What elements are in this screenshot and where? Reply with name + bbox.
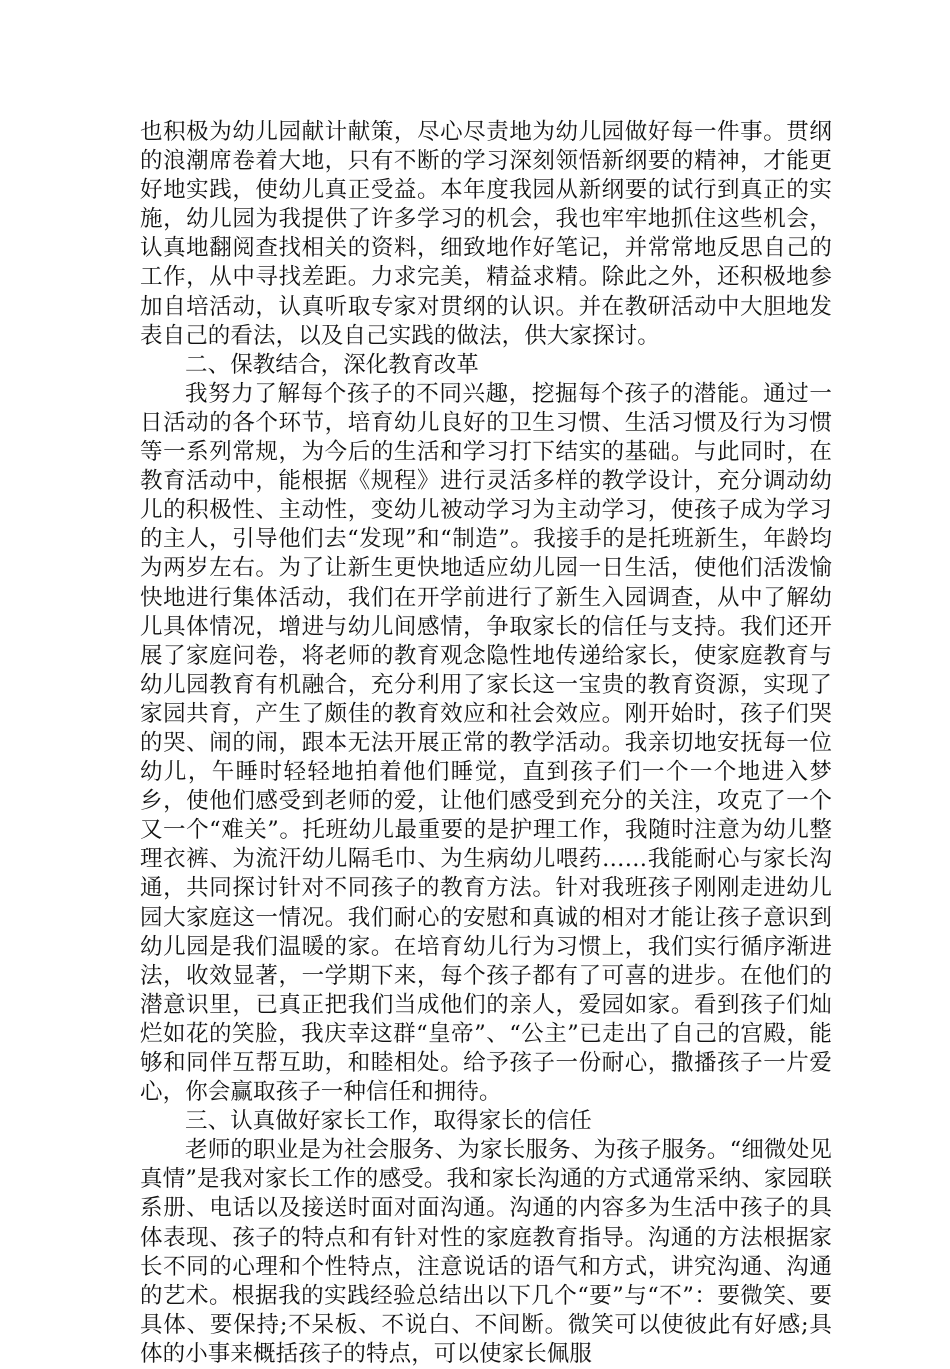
section-heading-2: 二、保教结合，深化教育改革 bbox=[185, 351, 479, 378]
document-body bbox=[140, 118, 832, 1369]
paragraph-section-3: 老师的职业是为社会服务、为家长服务、为孩子服务。“细微处见真情”是我对家长工作的感受。我和家长沟通的方式通常采纳、家园联系册、电话以及接送时面对面沟通。沟通的内容多为生活中孩子的具体表现、孩子的特点和有针对性的家庭教育指导。沟通的方法根据家长不同的心理和个性特点，注意说话的语气和方式，讲究沟通、沟通的艺术。根据我的实践经验总结出以下几个“要”与“不”：要微笑、要具体、要保持;不呆板、不说白、不间断。微笑可以使彼此有好感;具体的小事来概括孩子的特点，可以使家长佩服 bbox=[140, 1137, 832, 1367]
section-heading-3: 三、认真做好家长工作，取得家长的信任 bbox=[185, 1108, 592, 1135]
paragraph-continuation: 也积极为幼儿园献计献策，尽心尽责地为幼儿园做好每一件事。贯纲的浪潮席卷着大地，只有不断的学习深刻领悟新纲要的精神，才能更好地实践，使幼儿真正受益。本年度我园从新纲要的试行到真正的实施，幼儿园为我提供了许多学习的机会，我也牢牢地抓住这些机会，认真地翻阅查找相关的资料，细致地作好笔记，并常常地反思自己的工作，从中寻找差距。力求完美，精益求精。除此之外，还积极地参加自培活动，认真听取专家对贯纲的认识。并在教研活动中大胆地发表自己的看法，以及自己实践的做法，供大家探讨。 bbox=[140, 119, 832, 349]
paragraph-section-2: 我努力了解每个孩子的不同兴趣，挖掘每个孩子的潜能。通过一日活动的各个环节，培育幼儿良好的卫生习惯、生活习惯及行为习惯等一系列常规，为今后的生活和学习打下结实的基础。与此同时，在教育活动中，能根据《规程》进行灵活多样的教学设计，充分调动幼儿的积极性、主动性，变幼儿被动学习为主动学习，使孩子成为学习的主人，引导他们去“发现”和“制造”。我接手的是托班新生，年龄均为两岁左右。为了让新生更快地适应幼儿园一日生活，使他们活泼愉快地进行集体活动，我们在开学前进行了新生入园调查，从中了解幼儿具体情况，增进与幼儿间感情，争取家长的信任与支持。我们还开展了家庭问卷，将老师的教育观念隐性地传递给家长，使家庭教育与幼儿园教育有机融合，充分利用了家长这一宝贵的教育资源，实现了家园共育，产生了颇佳的教育效应和社会效应。刚开始时，孩子们哭的哭、闹的闹，跟本无法开展正常的教学活动。我亲切地安抚每一位幼儿，午睡时轻轻地拍着他们睡觉，直到孩子们一个一个地进入梦乡，使他们感受到老师的爱，让他们感受到充分的关注，攻克了一个又一个“难关”。托班幼儿最重要的是护理工作，我随时注意为幼儿整理衣裤、为流汗幼儿隔毛巾、为生病幼儿喂药……我能耐心与家长沟通，共同探讨针对不同孩子的教育方法。针对我班孩子刚刚走进幼儿园大家庭这一情况。我们耐心的安慰和真诚的相对才能让孩子意识到幼儿园是我们温暖的家。在培育幼儿行为习惯上，我们实行循序渐进法，收效显著，一学期下来，每个孩子都有了可喜的进步。在他们的潜意识里，已真正把我们当成他们的亲人，爱园如家。看到孩子们灿烂如花的笑脸，我庆幸这群“皇帝”、“公主”已走出了自己的宫殿，能够和同伴互帮互助，和睦相处。给予孩子一份耐心，撒播孩子一片爱心，你会赢取孩子一种信任和拥待。 bbox=[140, 380, 832, 1106]
